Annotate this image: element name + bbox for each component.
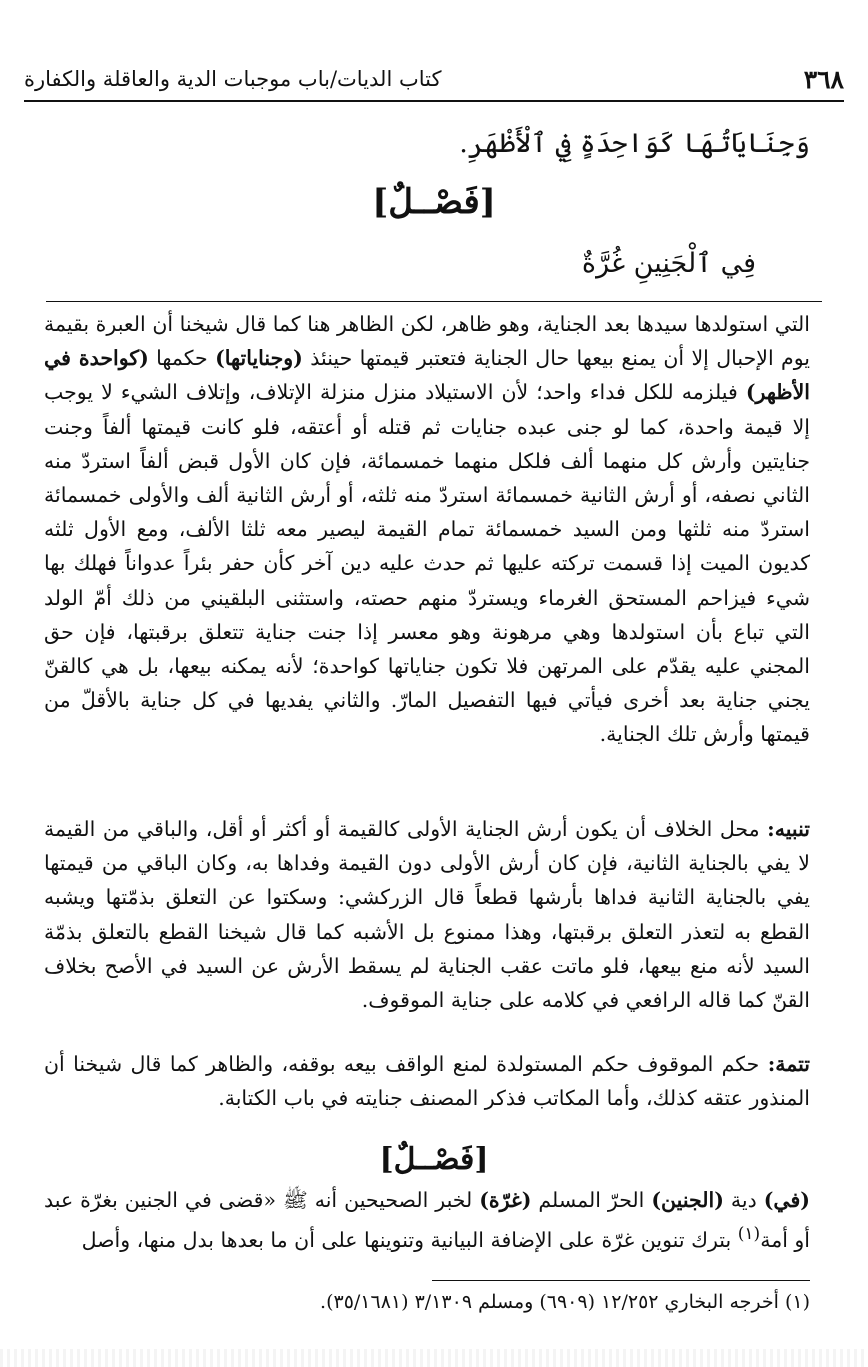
commentary-text: بترك تنوين غرّة على الإضافة البيانية وتنوينها على أن ما بعدها بدل منها، وأصل (81, 1228, 738, 1253)
footnote-separator-rule (432, 1280, 810, 1281)
commentary-paragraph (44, 307, 810, 752)
commentary-text: لخبر الصحيحين أنه ﷺ «قضى في الجنين بغرّة عبد أو أمة (44, 1188, 810, 1253)
matn-quote: (غرّة) (479, 1188, 532, 1212)
commentary-text: فيلزمه للكل فداء واحد؛ لأن الاستيلاد منزل منزلة الإتلاف، وإتلاف الشيء لا يوجب إلا قيمة واحدة، كما لو جنى عبده جنايات ثم قتله أو أعتقه، فلو كانت قيمتها ألفاً وجنت جنايتين وأرش كل منهما ألف فلكل منهما خمسمائة، فإن كان الأول قبض ألفاً استردّ منه الثاني نصفه، أو أرش الثانية خمسمائة استردّ منه ثلثه، أو أرش الثانية ألف والأولى خمسمائة استردّ منه ثلثها ومن السيد خمسمائة تمام القيمة ليصير معه ثلثا الألف، ومع الأول ثلثه كديون الميت إذا قسمت تركته عليها ثم حدث عليه دين آخر كأن حفر بئراً عدواناً فهلك بها شيء فيزاحم المستحق الغرماء ويستردّ منهم حصته، واستثنى البلقيني من ذلك أمّ الولد التي تباع بأن استولدها وهي مرهونة وهو معسر إذا جنت جناية تتعلق برقبتها، فإن حق المجني عليه يقدّم على المرتهن فلا تكون جناياتها كواحدة؛ لأنه يمكنه بيعها، بل هي كالقنّ يجني جناية بعد أخرى فيأتي فيها التفصيل المارّ. والثاني يفديها في كل جناية بالأقلّ من قيمتها وأرش تلك الجناية. (44, 380, 810, 747)
scan-edge-texture (0, 1349, 868, 1367)
matn-separator-rule (46, 301, 822, 302)
tatimma-text: حكم الموقوف حكم المستولدة لمنع الواقف بيعه بوقفه، والظاهر كما قال شيخنا أن المنذور عتقه كذلك، وأما المكاتب فذكر المصنف جنايته في باب الكتابة. (44, 1052, 810, 1111)
section-heading-fasl: [فَصْــلٌ] (372, 182, 496, 222)
matn-quote: (في) (763, 1188, 811, 1212)
section-title: فِي ٱلْجَنِينِ غُرَّةٌ (581, 248, 756, 279)
commentary-text: دية (723, 1188, 764, 1212)
commentary-text: الحرّ المسلم (531, 1188, 652, 1212)
tatimma-label: تتمة: (767, 1052, 810, 1076)
running-title: كتاب الديات/باب موجبات الدية والعاقلة والكفارة (24, 67, 442, 91)
matn-quote: (الجنين) (651, 1188, 724, 1212)
footnote-marker: (١) (737, 1224, 761, 1245)
tatimma-paragraph (44, 1047, 810, 1115)
section-heading-fasl-2: [فَصْــلٌ] (379, 1142, 489, 1177)
tanbih-label: تنبيه: (767, 817, 810, 841)
tanbih-text: محل الخلاف أن يكون أرش الجناية الأولى كالقيمة أو أكثر أو أقل، والباقي من القيمة لا يفي بالجناية الثانية، فإن كان أرش الأولى دون القيمة وفداها به، وكان الباقي من قيمتها يفي بالجناية الثانية فداها بأرشها قطعاً قال الزركشي: وسكتوا عن التعلق بذمّتها ويشبه القطع به لتعذر التعلق برقبتها، وهذا ممنوع بل الأشبه كما قال شيخنا القطع بالتعلق بذمّة السيد لأنه منع بيعها، فلو ماتت عقب الجناية لم يسقط الأرش عن السيد في الأصح بخلاف القنّ كما قاله الرافعي في كلامه على جناية الموقوف. (44, 817, 810, 1013)
commentary-text: التي استولدها سيدها بعد الجناية، وهو ظاهر، لكن الظاهر هنا كما قال شيخنا أن العبرة بقيمة يوم الإحبال إلا أن يمنع بيعها حال الجناية فتعتبر قيمتها حينئذ (44, 312, 810, 371)
matn-verse: وَجِنَايَاتُهَا كَوَاحِدَةٍ فِي ٱلْأَظْهَرِ. (459, 128, 810, 159)
jenin-paragraph (44, 1183, 810, 1257)
matn-quote: (كواحدة في الأظهر) (44, 346, 810, 405)
footnote: (١) أخرجه البخاري ١٢/٢٥٢ (٦٩٠٩) ومسلم ٣/١٣٠٩ (٣٥/١٦٨١). (320, 1291, 810, 1313)
tanbih-paragraph (44, 812, 810, 1017)
page-number: ٣٦٨ (803, 64, 844, 94)
page-header (24, 58, 844, 102)
matn-quote: (وجناياتها) (215, 346, 303, 371)
commentary-text: حكمها (148, 346, 216, 371)
